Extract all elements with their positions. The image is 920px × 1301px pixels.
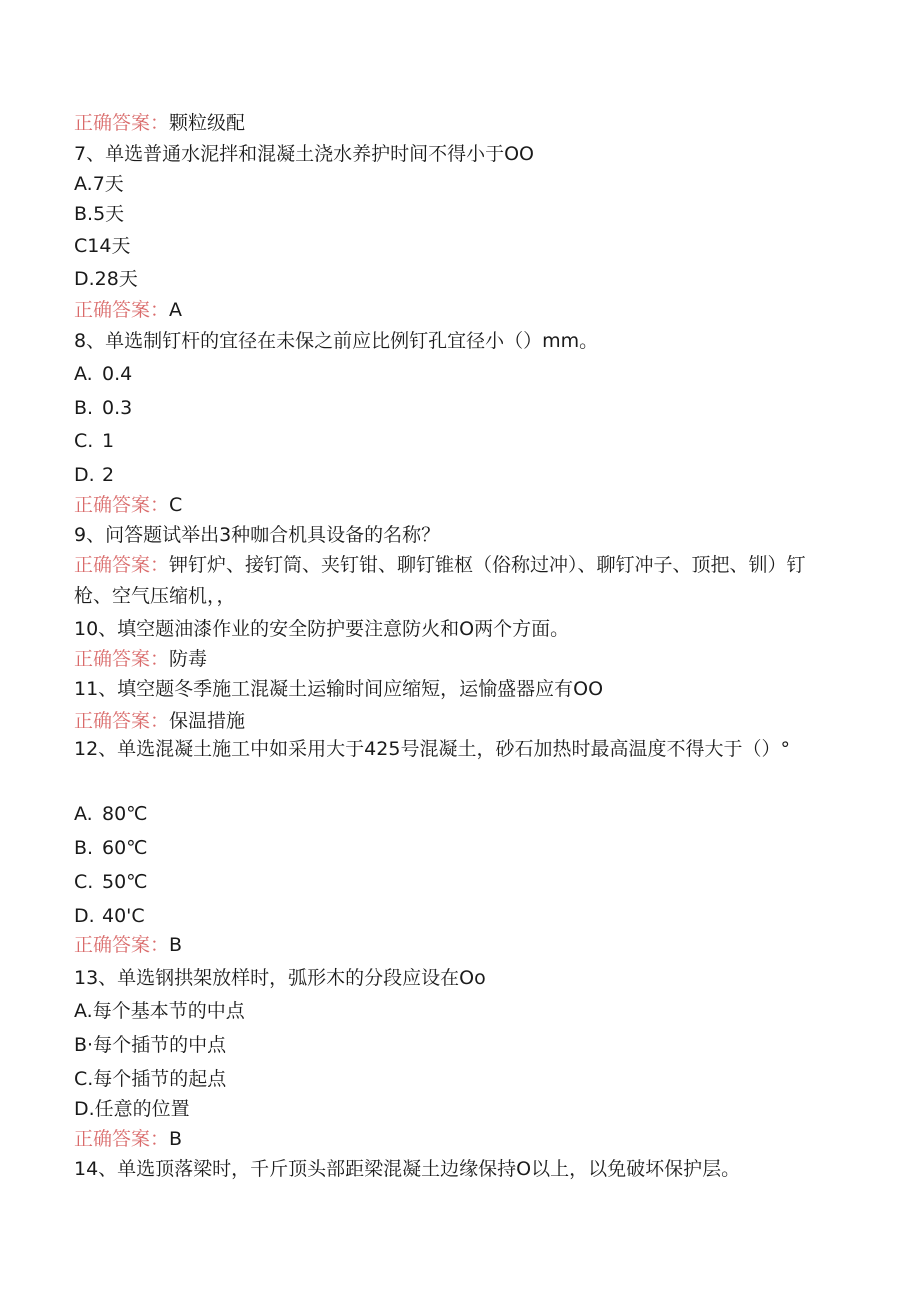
option-line	[74, 429, 860, 453]
answer-line	[74, 111, 860, 135]
question-line: 12、单选混凝土施工中如采用大于425号混凝土，砂石加热时最高温度不得大于（）°	[74, 738, 790, 760]
answer-line	[74, 1127, 860, 1151]
answer-text: 保温措施	[169, 710, 246, 732]
option-line	[74, 802, 860, 826]
answer-line	[74, 709, 860, 733]
option-line	[74, 836, 860, 860]
option-letter: D.	[74, 905, 95, 927]
question-line: 13、单选钢拱架放样时，弧形木的分段应设在Oo	[74, 967, 486, 989]
answer-line	[74, 493, 860, 517]
option-letter: B.	[74, 837, 94, 859]
option-text: 50℃	[102, 871, 148, 893]
option-line: B.5天	[74, 203, 125, 225]
option-letter: D.	[74, 464, 95, 486]
answer-label: 正确答案：	[74, 299, 170, 321]
option-line: D.28天	[74, 268, 138, 290]
option-line: A.每个基本节的中点	[74, 1000, 245, 1022]
answer-label: 正确答案：	[74, 494, 170, 516]
option-text: 1	[102, 430, 115, 452]
option-line	[74, 463, 860, 487]
option-text: 40'C	[102, 905, 145, 927]
answer-line	[74, 550, 820, 612]
answer-line	[74, 298, 860, 322]
option-line: C14天	[74, 235, 131, 257]
answer-label: 正确答案：	[74, 1128, 170, 1150]
answer-text: 钾钉炉、接钉筒、夹钉钳、聊钉锥枢（俗称过冲）、聊钉冲子、顶把、钏）钉枪、空气压缩机，，	[74, 554, 806, 607]
option-line: C.每个插节的起点	[74, 1068, 227, 1090]
question-line: 7、单选普通水泥拌和混凝土浇水养护时间不得小于OO	[74, 143, 534, 165]
question-line: 9、问答题试举出3种咖合机具设备的名称？	[74, 524, 441, 546]
answer-label: 正确答案：	[74, 648, 170, 670]
question-line: 10、填空题油漆作业的安全防护要注意防火和O两个方面。	[74, 618, 570, 640]
answer-text: A	[169, 299, 183, 321]
option-line	[74, 396, 860, 420]
answer-label: 正确答案：	[74, 112, 170, 134]
option-letter: C.	[74, 871, 94, 893]
answer-line	[74, 647, 860, 671]
option-letter: C.	[74, 430, 94, 452]
option-letter: A.	[74, 803, 93, 825]
option-text: 60℃	[102, 837, 148, 859]
option-text: 0.3	[102, 397, 133, 419]
answer-text: C	[169, 494, 183, 516]
option-line	[74, 362, 860, 386]
answer-text: 防毒	[169, 648, 208, 670]
answer-text: B	[169, 1128, 183, 1150]
answer-label: 正确答案：	[74, 934, 170, 956]
option-text: 2	[102, 464, 115, 486]
question-line: 11、填空题冬季施工混凝土运输时间应缩短，运愉盛器应有OO	[74, 678, 604, 700]
option-line: B·每个插节的中点	[74, 1034, 227, 1056]
option-line	[74, 904, 860, 928]
answer-line	[74, 933, 860, 957]
question-line: 14、单选顶落梁时，千斤顶头部距梁混凝土边缘保持O以上，以免破坏保护层。	[74, 1158, 741, 1180]
answer-text: B	[169, 934, 183, 956]
option-letter: A.	[74, 363, 93, 385]
option-line: D.任意的位置	[74, 1098, 190, 1120]
option-line	[74, 870, 860, 894]
answer-text: 颗粒级配	[169, 112, 246, 134]
question-line: 8、单选制钉杆的宜径在未保之前应比例钉孔宜径小（）mm。	[74, 330, 599, 352]
option-text: 80℃	[102, 803, 148, 825]
option-line: A.7天	[74, 173, 124, 195]
answer-label: 正确答案：	[74, 554, 170, 576]
option-text: 0.4	[102, 363, 133, 385]
option-letter: B.	[74, 397, 94, 419]
answer-label: 正确答案：	[74, 710, 170, 732]
